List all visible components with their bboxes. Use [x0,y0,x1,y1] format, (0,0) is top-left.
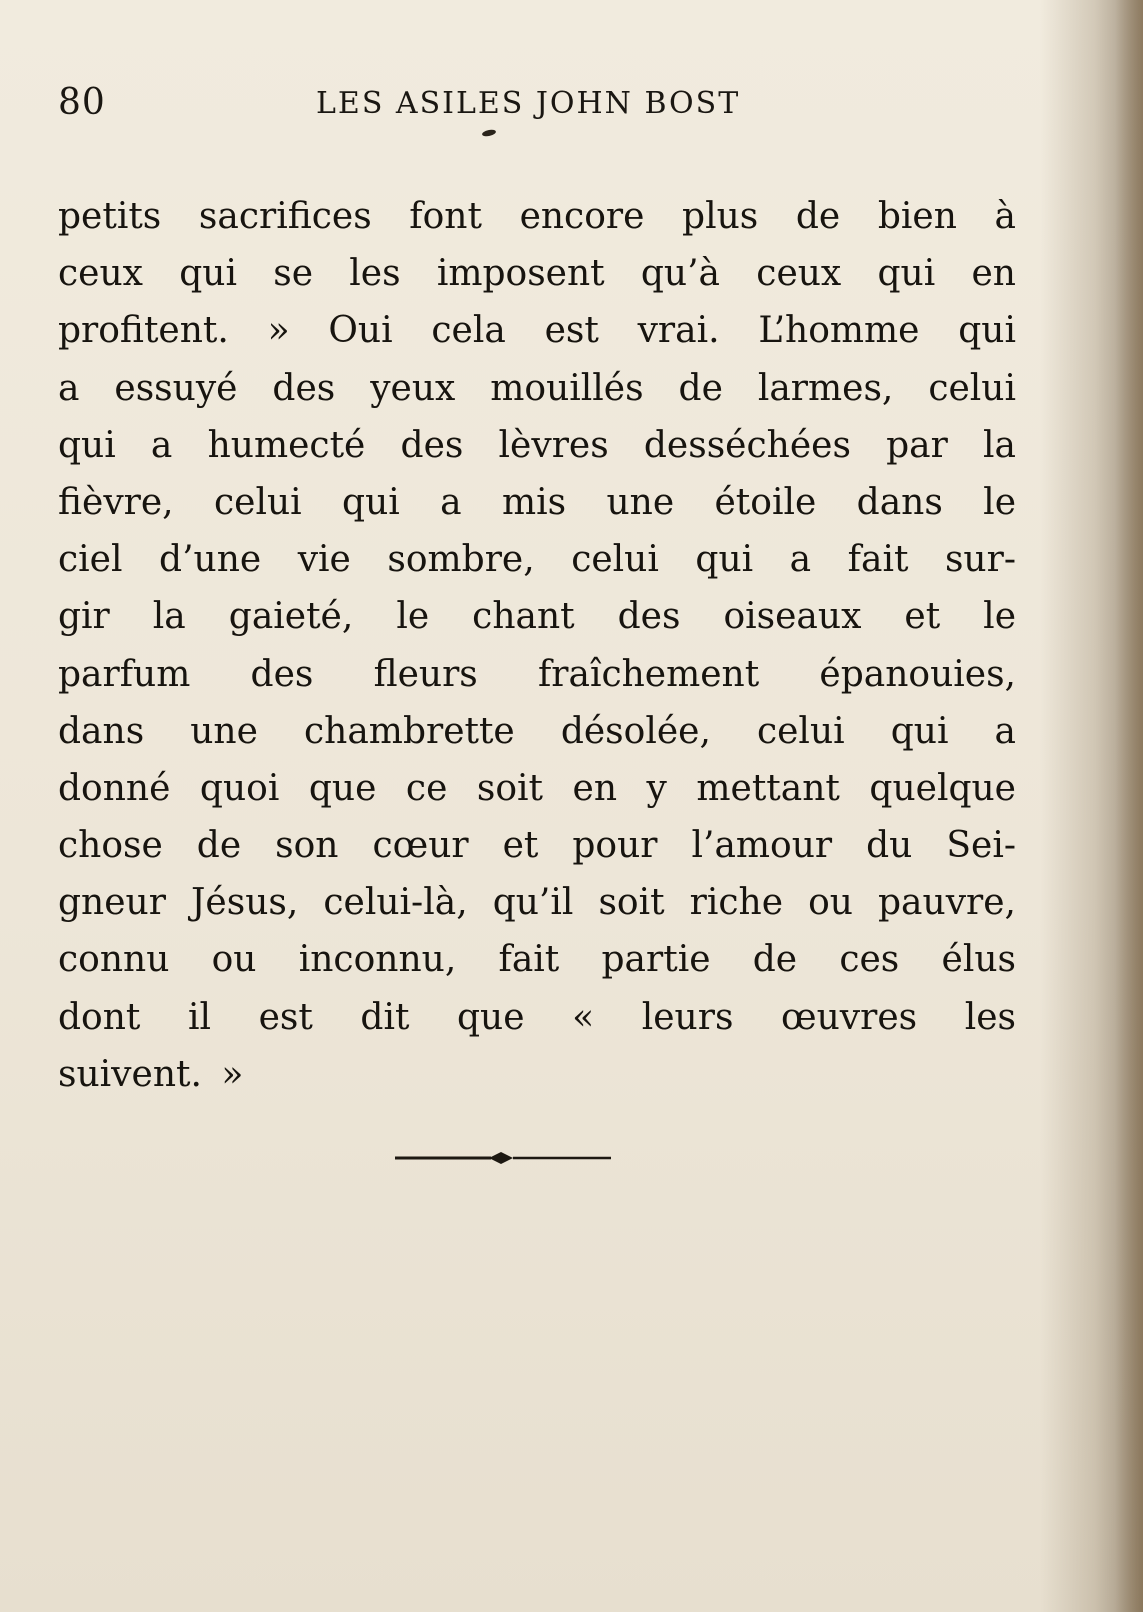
body-paragraph [58,188,1016,1095]
running-head [58,82,1018,132]
text-line: dont il est dit que « leurs œuvres les [58,996,1016,1038]
text-line: gir la gaieté, le chant des oiseaux et le [58,596,1016,638]
text-line: fièvre, celui qui a mis une étoile dans le [58,481,1016,523]
text-line: chose de son cœur et pour l’amour du Sei- [58,825,1016,867]
text-line: petits sacrifices font encore plus de bien à [58,196,1016,237]
text-line: connu ou inconnu, fait partie de ces élus [58,939,1016,981]
ink-speck-icon [482,129,497,138]
text-line: donné quoi que ce soit en y mettant quelque [58,767,1016,809]
running-head-title: LES ASILES JOHN BOST [316,86,741,121]
text-line: ciel d’une vie sombre, celui qui a fait sur- [58,539,1016,581]
page-gutter-shadow [1115,0,1143,1612]
text-line: a essuyé des yeux mouillés de larmes, celui [58,367,1016,409]
end-of-section-rule-ornament-icon [395,1148,611,1168]
text-line: qui a humecté des lèvres desséchées par la [58,424,1016,466]
text-line: suivent. » [58,1053,244,1095]
text-line: dans une chambrette désolée, celui qui a [58,710,1016,752]
text-line: profitent. » Oui cela est vrai. L’homme qui [58,310,1016,352]
page-number: 80 [58,82,106,123]
text-line: parfum des fleurs fraîchement épanouies, [58,653,1016,695]
text-line: ceux qui se les imposent qu’à ceux qui en [58,253,1016,295]
text-line: gneur Jésus, celui-là, qu’il soit riche ou pauvre, [58,882,1016,924]
